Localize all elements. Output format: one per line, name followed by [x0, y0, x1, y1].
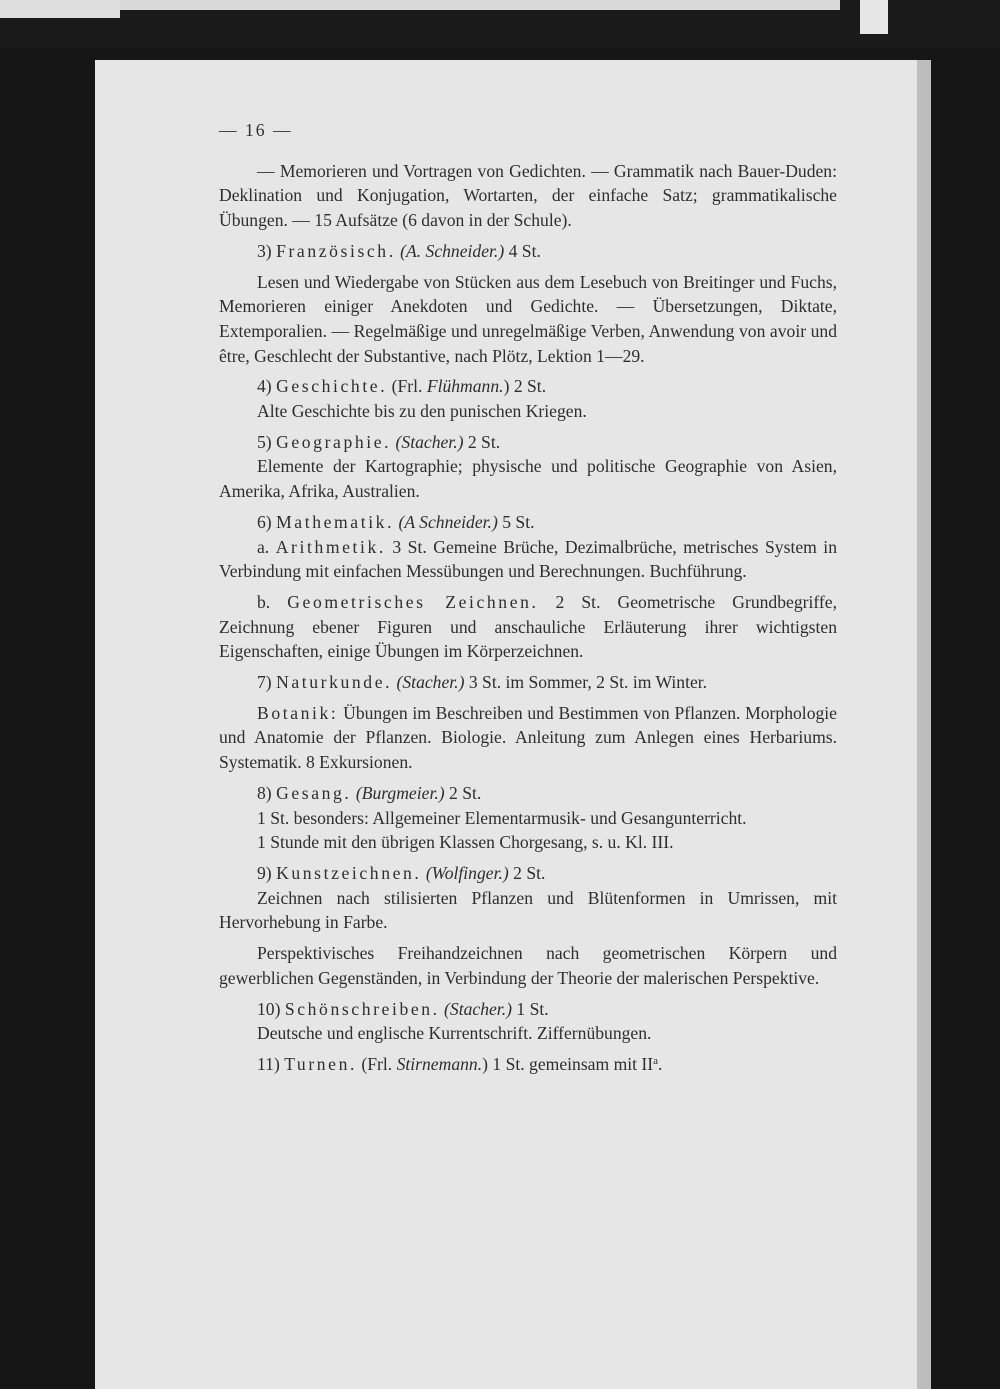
subject-heading-calligraphy: 10) Schönschreiben. (Stacher.) 1 St.: [257, 998, 549, 1019]
scan-border-light: [0, 0, 120, 18]
page-edge: [917, 60, 931, 1389]
paragraph-german-continued: — Memorieren und Vortragen von Gedichten. — Grammatik nach Bauer-Duden: Deklination und Konjugation, Wortarten, der einfache Satz; grammatikalische Übungen. — 15 Aufsätze (6 davon in der Schule).: [219, 160, 837, 231]
subject-heading-art-drawing: 9) Kunstzeichnen. (Wolfinger.) 2 St.: [257, 862, 546, 883]
subject-heading-natural-science: 7) Naturkunde. (Stacher.) 3 St. im Sommer, 2 St. im Winter.: [257, 672, 708, 693]
paragraph-geometric-drawing: b. Geometrisches Zeichnen. 2 St. Geometrische Grundbegriffe, Zeichnung ebener Figuren und anschauliche Erläuterung ihrer wichtigsten Eigenschaften, einige Übungen im Körperzeichnen.: [219, 591, 837, 662]
paragraph-art-drawing-1: Zeichnen nach stilisierten Pflanzen und Blütenformen in Umrissen, mit Hervorhebung in Farbe.: [219, 887, 837, 933]
scan-border-light: [120, 0, 840, 10]
page-number: — 16 —: [219, 120, 293, 140]
subject-heading-geography: 5) Geographie. (Stacher.) 2 St.: [257, 431, 501, 452]
subject-heading-singing: 8) Gesang. (Burgmeier.) 2 St.: [257, 782, 482, 803]
paragraph-french: Lesen und Wiedergabe von Stücken aus dem Lesebuch von Breitinger und Fuchs, Memorieren einiger Anekdoten und Gedichte. — Übersetzungen, Diktate, Extemporalien. — Regelmäßige und unregelmäßige Verben, Anwendung von avoir und être, Geschlecht der Substantive, nach Plötz, Lektion 1—29.: [219, 271, 837, 366]
subject-heading-mathematics: 6) Mathematik. (A Schneider.) 5 St.: [257, 511, 535, 532]
paragraph-geography: Elemente der Kartographie; physische und politische Geographie von Asien, Amerika, Afrika, Australien.: [219, 456, 837, 502]
paragraph-singing-1: 1 St. besonders: Allgemeiner Elementarmusik- und Gesangunterricht.: [257, 807, 747, 828]
subject-heading-gymnastics: 11) Turnen. (Frl. Stirnemann.) 1 St. gemeinsam mit $II^a$.: [257, 1053, 663, 1074]
scan-border-notch: [860, 0, 888, 34]
paragraph-botany: Botanik: Übungen im Beschreiben und Bestimmen von Pflanzen. Morphologie und Anatomie der Pflanzen. Biologie. Anleitung zum Anlegen eines Herbariums. Systematik. 8 Exkursionen.: [219, 702, 837, 773]
subject-heading-french: 3) Französisch. (A. Schneider.) 4 St.: [257, 240, 541, 261]
paragraph-arithmetic: a. Arithmetik. 3 St. Gemeine Brüche, Dezimalbrüche, metrisches System in Verbindung mit einfachen Messübungen und Berechnungen. Buchführung.: [219, 536, 837, 582]
paragraph-calligraphy: Deutsche und englische Kurrentschrift. Ziffernübungen.: [257, 1023, 652, 1044]
paragraph-singing-2: 1 Stunde mit den übrigen Klassen Chorgesang, s. u. Kl. III.: [257, 832, 674, 853]
subject-heading-history: 4) Geschichte. (Frl. Flühmann.) 2 St.: [257, 376, 547, 397]
paragraph-history: Alte Geschichte bis zu den punischen Kriegen.: [257, 401, 587, 422]
paragraph-art-drawing-2: Perspektivisches Freihandzeichnen nach geometrischen Körpern und gewerblichen Gegenständen, in Verbindung der Theorie der malerischen Perspektive.: [219, 943, 837, 988]
page-text: [219, 118, 837, 1077]
